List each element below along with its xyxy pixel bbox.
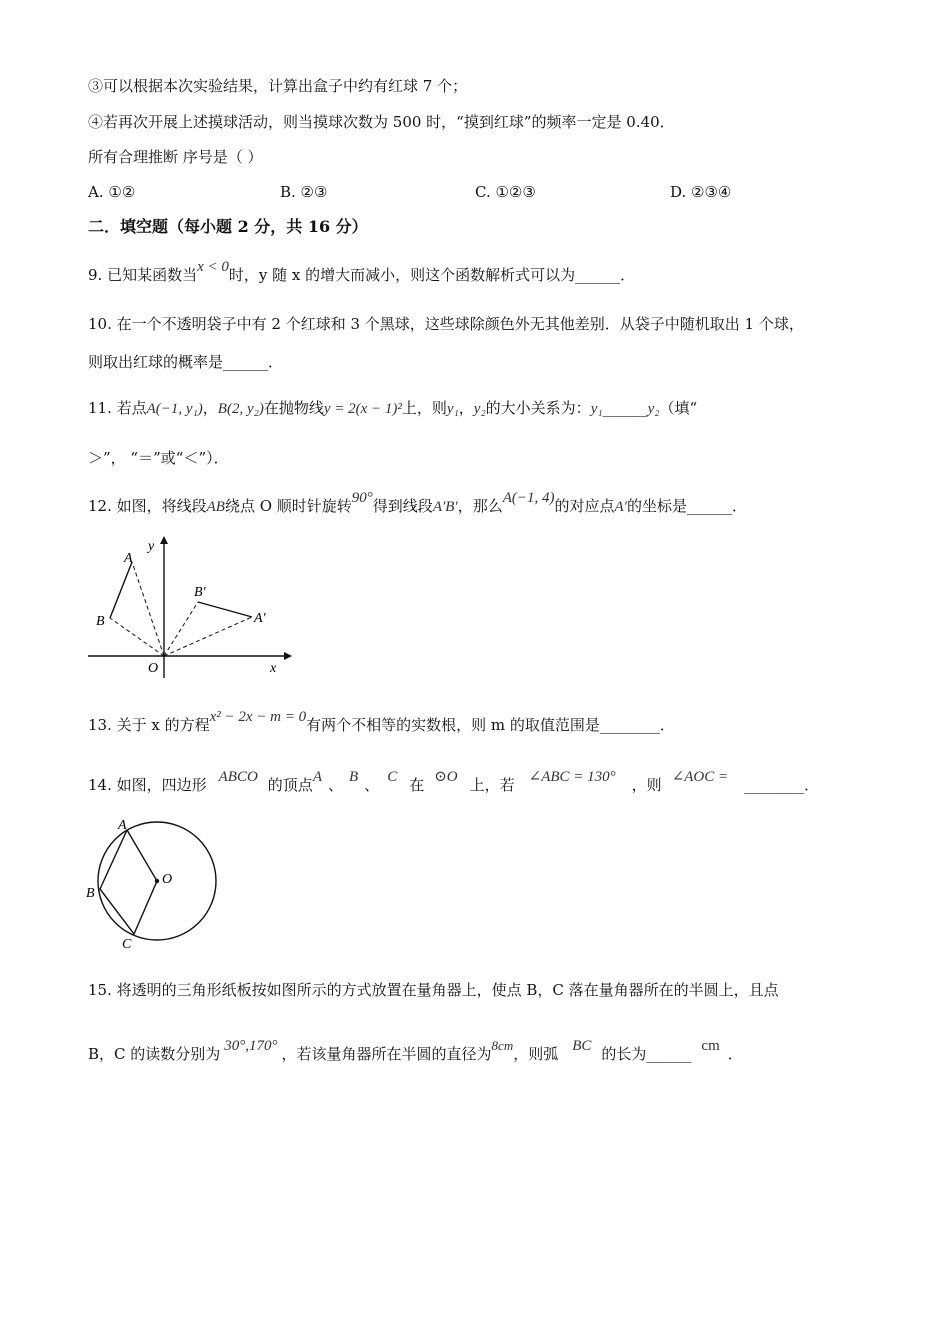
option-c[interactable]: C. ①②③ (475, 183, 536, 201)
point-ap-label: A′ (254, 611, 266, 626)
point-a-label: A (124, 551, 133, 566)
question-15-line1: 15. 将透明的三角形纸板按如图所示的方式放置在量角器上，使点 B，C 落在量角器所在的半圆上，且点 (88, 981, 779, 999)
circle-figure (82, 815, 222, 955)
dashed-oap (164, 617, 252, 656)
y-label: y (148, 539, 155, 554)
x-axis-arrow-icon (284, 652, 292, 660)
question-15-line2: B，C 的读数分别为 30°,170° ，若该量角器所在半圆的直径为8cm，则弧 BC 的长为______ cm ． (88, 1038, 743, 1063)
point-o-label: O (162, 872, 173, 887)
segment-ab (110, 562, 132, 618)
origin-label: O (148, 661, 159, 676)
point-b-label: B (96, 614, 105, 629)
y-axis-arrow-icon (160, 536, 168, 544)
question-11-line2: ＞”， “＝”或“＜”）． (88, 449, 229, 467)
dashed-ob (110, 618, 164, 656)
question-11-line1: 11. 若点A(−1, y₁)，B(2, y₂)在抛物线y = 2(x − 1)²上，则y₁，y₂的大小关系为：y₁______y₂（填“ (88, 399, 698, 417)
x-label: x (270, 661, 277, 676)
question-12: 12. 如图，将线段AB绕点 O 顺时针旋转90°得到线段A′B′，那么A(−1, 4)的对应点A′的坐标是______． (88, 490, 747, 515)
condition-math: x < 0 (197, 259, 229, 275)
question-9: 9. 已知某函数当x < 0时，y 随 x 的增大而减小，则这个函数解析式可以为______． (88, 259, 636, 284)
point-c-label: C (122, 937, 132, 952)
quad-abco (100, 830, 157, 934)
option-a[interactable]: A. ①② (88, 183, 136, 201)
section-title: 二．填空题（每小题 2 分，共 16 分） (88, 217, 368, 236)
center-dot (155, 879, 159, 883)
point-b-label: B (86, 886, 95, 901)
question-10-line1: 10. 在一个不透明袋子中有 2 个红球和 3 个黑球，这些球除颜色外无其他差别．从袋子中随机取出 1 个球， (88, 315, 804, 333)
statement-3: ③可以根据本次实验结果，计算出盒子中约有红球 7 个； (88, 77, 468, 95)
question-14: 14. 如图，四边形 ABCO 的顶点A 、 B 、 C 在 ⊙O 上，若 ∠ABC = 130° ，则 ∠AOC = ________． (88, 769, 820, 794)
dashed-oa (132, 562, 164, 656)
rotation-figure (84, 532, 294, 682)
point-bp-label: B′ (194, 585, 206, 600)
option-d[interactable]: D. ②③④ (670, 183, 732, 201)
segment-apbp (198, 602, 252, 617)
question-prompt: 所有合理推断 序号是（ ） (88, 148, 263, 166)
question-10-line2: 则取出红球的概率是______． (88, 353, 284, 371)
statement-4: ④若再次开展上述摸球活动，则当摸球次数为 500 时，“摸到红球”的频率一定是 0.40． (88, 113, 675, 131)
option-b[interactable]: B. ②③ (280, 183, 328, 201)
question-13: 13. 关于 x 的方程x² − 2x − m = 0有两个不相等的实数根，则 m 的取值范围是________． (88, 709, 675, 734)
point-a-label: A (118, 818, 127, 833)
dashed-obp (164, 602, 198, 656)
